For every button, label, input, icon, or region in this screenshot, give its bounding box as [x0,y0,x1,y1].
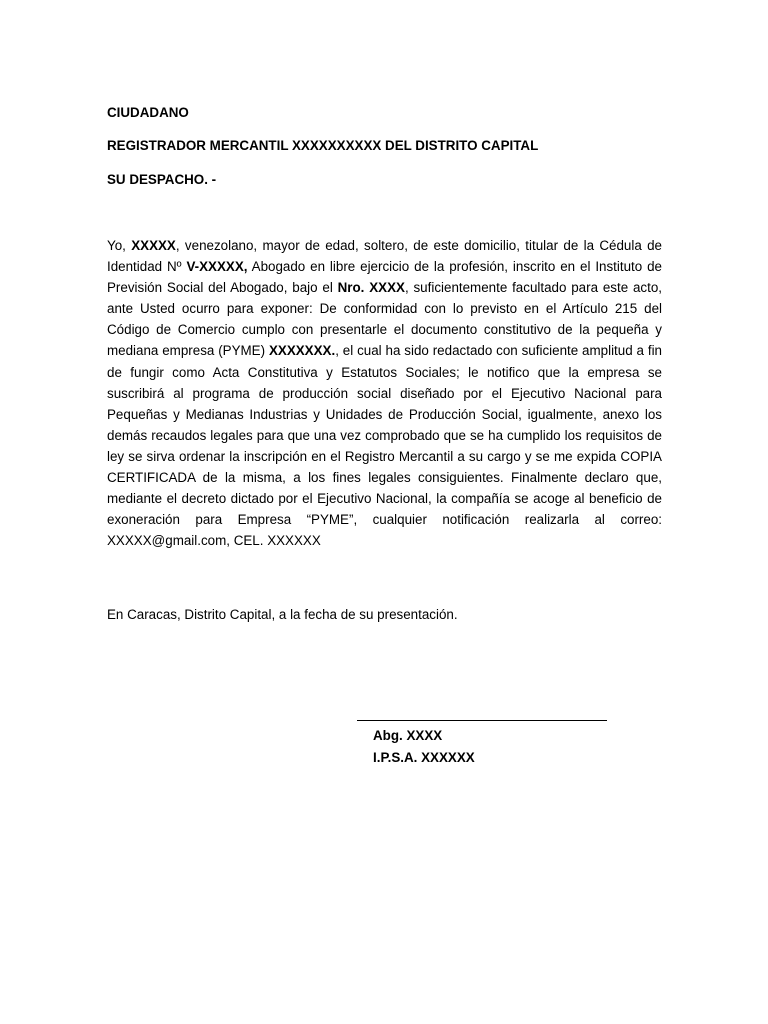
cedula-number: V-XXXXX, [186,259,248,275]
recipient-title: REGISTRADOR MERCANTIL XXXXXXXXXX DEL DISTRITO CAPITAL [107,138,539,153]
company-name: XXXXXXX. [268,343,336,359]
body-text-4: , suficientemente facultado para este acto, ante Usted ocurro para exponer: De conformidad con lo previsto en el Artículo 215 del Código de Comercio cumplo con presentarle el documento constitutivo de la pequeña y mediana empresa (PYME) [107,280,662,359]
signature-line [357,720,607,721]
body-text-1: Yo, [107,238,132,253]
ipsa-number: Nro. XXXX [337,280,405,296]
body-text-3: Abogado en libre ejercicio de la profesión, inscrito en el Instituto de Previsión Social del Abogado, bajo el [107,259,662,296]
body-text-5: , el cual ha sido redactado con suficiente amplitud a fin de fungir como Acta Constitutiva y Estatutos Sociales; le notifico que la empresa se suscribirá al programa de producción social diseñado por el Ejecutivo Nacional para Pequeñas y Medianas Industrias y Unidades de Producción Social, igualmente, anexo los demás recaudos legales para que una vez comprobado que se ha cumplido los requisitos de ley se sirva ordenar la inscripción en el Registro Mercantil a su cargo y se me expida COPIA CERTIFICADA de la misma, a los fines legales consiguientes. Finalmente declaro que, mediante el decreto dictado por el Ejecutivo Nacional, la compañía se acoge al beneficio de exoneración para Empresa “PYME”, cualquier notificación realizarla al correo: XXXXX@gmail.com, CEL. XXXXXX [107,343,662,549]
body-paragraph [107,235,662,551]
closing-line: En Caracas, Distrito Capital, a la fecha de su presentación. [107,607,458,622]
applicant-name: XXXXX [131,238,176,253]
body-text-2: , venezolano, mayor de edad, soltero, de este domicilio, titular de la Cédula de Identidad Nº [107,238,662,275]
despacho-line: SU DESPACHO. - [107,172,217,187]
signer-ipsa: I.P.S.A. XXXXXX [373,750,475,765]
salutation-title: CIUDADANO [107,105,189,120]
signer-name: Abg. XXXX [373,728,443,743]
